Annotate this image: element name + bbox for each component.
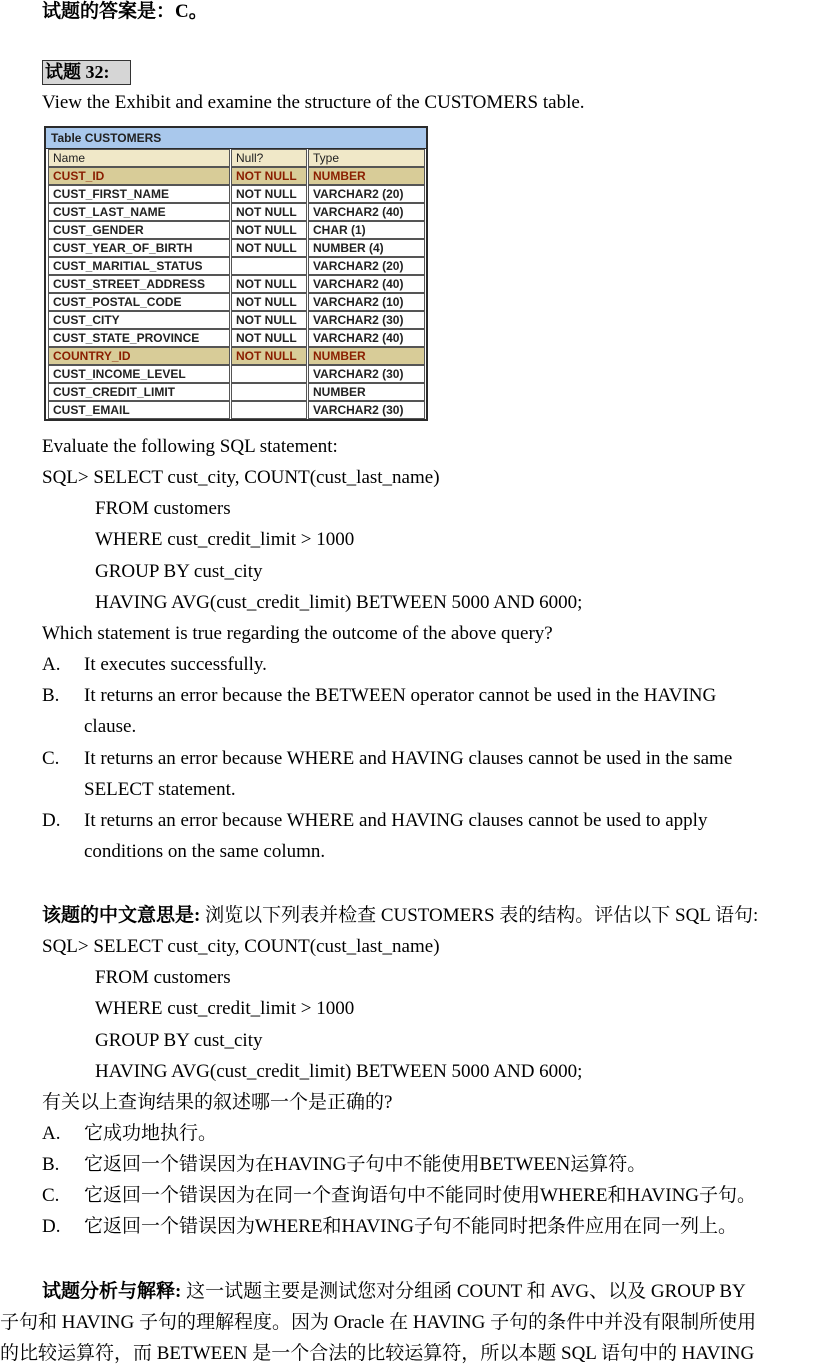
cn-sql-line-2: FROM customers bbox=[95, 967, 231, 988]
null-constraint-cell: NOT NULL bbox=[231, 239, 307, 257]
null-constraint-cell: NOT NULL bbox=[231, 311, 307, 329]
analysis-text-1: 这一试题主要是测试您对分组函 COUNT 和 AVG、以及 GROUP BY bbox=[181, 1281, 746, 1302]
exhibit-row bbox=[46, 401, 426, 419]
exhibit-row bbox=[46, 275, 426, 293]
data-type-cell: NUMBER bbox=[308, 167, 425, 185]
null-constraint-cell bbox=[231, 401, 307, 419]
header-type: Type bbox=[308, 149, 425, 167]
data-type-cell: VARCHAR2 (10) bbox=[308, 293, 425, 311]
option-d-letter: D. bbox=[42, 810, 61, 831]
data-type-cell: VARCHAR2 (30) bbox=[308, 401, 425, 419]
cn-option-d-text: 它返回一个错误因为WHERE和HAVING子句不能同时把条件应用在同一列上。 bbox=[84, 1216, 738, 1237]
exhibit-table bbox=[44, 126, 428, 421]
exhibit-row bbox=[46, 329, 426, 347]
null-constraint-cell: NOT NULL bbox=[231, 221, 307, 239]
null-constraint-cell bbox=[231, 383, 307, 401]
exhibit-row bbox=[46, 293, 426, 311]
null-constraint-cell bbox=[231, 365, 307, 383]
exhibit-row bbox=[46, 257, 426, 275]
null-constraint-cell: NOT NULL bbox=[231, 275, 307, 293]
column-name-cell: CUST_GENDER bbox=[48, 221, 230, 239]
evaluate-text: Evaluate the following SQL statement: bbox=[42, 436, 338, 457]
exhibit-row bbox=[46, 185, 426, 203]
option-c-text-2: SELECT statement. bbox=[84, 779, 236, 800]
option-a-letter: A. bbox=[42, 654, 61, 675]
cn-option-c-text: 它返回一个错误因为在同一个查询语句中不能同时使用WHERE和HAVING子句。 bbox=[84, 1185, 757, 1206]
column-name-cell: CUST_STREET_ADDRESS bbox=[48, 275, 230, 293]
sql-line-1: SQL> SELECT cust_city, COUNT(cust_last_name) bbox=[42, 467, 440, 488]
null-constraint-cell: NOT NULL bbox=[231, 293, 307, 311]
chinese-meaning-label: 该题的中文意思是: bbox=[42, 905, 201, 926]
exhibit-body bbox=[46, 167, 426, 419]
cn-option-a-text: 它成功地执行。 bbox=[84, 1123, 218, 1144]
data-type-cell: NUMBER bbox=[308, 347, 425, 365]
column-name-cell: CUST_MARITIAL_STATUS bbox=[48, 257, 230, 275]
option-c-text-1: It returns an error because WHERE and HAVING clauses cannot be used in the same bbox=[84, 748, 733, 769]
column-name-cell: CUST_YEAR_OF_BIRTH bbox=[48, 239, 230, 257]
option-d-text-2: conditions on the same column. bbox=[84, 841, 326, 862]
data-type-cell: NUMBER (4) bbox=[308, 239, 425, 257]
sql-line-4: GROUP BY cust_city bbox=[95, 561, 263, 582]
column-name-cell: CUST_CREDIT_LIMIT bbox=[48, 383, 230, 401]
data-type-cell: NUMBER bbox=[308, 383, 425, 401]
cn-option-b-letter: B. bbox=[42, 1154, 60, 1175]
cn-sql-line-3: WHERE cust_credit_limit > 1000 bbox=[95, 998, 355, 1019]
null-constraint-cell: NOT NULL bbox=[231, 329, 307, 347]
chinese-meaning-text: 浏览以下列表并检查 CUSTOMERS 表的结构。评估以下 SQL 语句: bbox=[200, 905, 759, 926]
data-type-cell: VARCHAR2 (20) bbox=[308, 185, 425, 203]
question-label: 试题 32: bbox=[42, 60, 131, 85]
column-name-cell: CUST_FIRST_NAME bbox=[48, 185, 230, 203]
header-name: Name bbox=[48, 149, 230, 167]
data-type-cell: VARCHAR2 (30) bbox=[308, 365, 425, 383]
column-name-cell: CUST_LAST_NAME bbox=[48, 203, 230, 221]
column-name-cell: COUNTRY_ID bbox=[48, 347, 230, 365]
option-d-text-1: It returns an error because WHERE and HAVING clauses cannot be used to apply bbox=[84, 810, 708, 831]
data-type-cell: VARCHAR2 (40) bbox=[308, 329, 425, 347]
column-name-cell: CUST_POSTAL_CODE bbox=[48, 293, 230, 311]
sql-line-2: FROM customers bbox=[95, 498, 231, 519]
cn-option-b-text: 它返回一个错误因为在HAVING子句中不能使用BETWEEN运算符。 bbox=[84, 1154, 647, 1175]
exhibit-row bbox=[46, 383, 426, 401]
exhibit-row bbox=[46, 167, 426, 185]
header-null: Null? bbox=[231, 149, 307, 167]
sql-line-3: WHERE cust_credit_limit > 1000 bbox=[95, 529, 355, 550]
cn-option-c-letter: C. bbox=[42, 1185, 60, 1206]
exhibit-row bbox=[46, 365, 426, 383]
option-b-text-2: clause. bbox=[84, 716, 137, 737]
question-text: Which statement is true regarding the outcome of the above query? bbox=[42, 623, 553, 644]
null-constraint-cell: NOT NULL bbox=[231, 185, 307, 203]
exhibit-row bbox=[46, 311, 426, 329]
option-c-letter: C. bbox=[42, 748, 60, 769]
analysis-line-3: 的比较运算符，而 BETWEEN 是一个合法的比较运算符，所以本题 SQL 语句中的 HAVING bbox=[0, 1343, 755, 1364]
column-name-cell: CUST_EMAIL bbox=[48, 401, 230, 419]
option-a-text: It executes successfully. bbox=[84, 654, 267, 675]
analysis-line-2: 子句和 HAVING 子句的理解程度。因为 Oracle 在 HAVING 子句的条件中并没有限制所使用 bbox=[0, 1312, 757, 1333]
column-name-cell: CUST_INCOME_LEVEL bbox=[48, 365, 230, 383]
cn-option-d-letter: D. bbox=[42, 1216, 61, 1237]
previous-answer: 试题的答案是：C。 bbox=[42, 1, 208, 22]
cn-option-a-letter: A. bbox=[42, 1123, 61, 1144]
exhibit-row bbox=[46, 221, 426, 239]
exhibit-header-row bbox=[46, 149, 426, 167]
sql-line-5: HAVING AVG(cust_credit_limit) BETWEEN 5000 AND 6000; bbox=[95, 592, 583, 613]
data-type-cell: CHAR (1) bbox=[308, 221, 425, 239]
data-type-cell: VARCHAR2 (40) bbox=[308, 203, 425, 221]
data-type-cell: VARCHAR2 (40) bbox=[308, 275, 425, 293]
cn-sql-line-1: SQL> SELECT cust_city, COUNT(cust_last_name) bbox=[42, 936, 440, 957]
null-constraint-cell: NOT NULL bbox=[231, 347, 307, 365]
exhibit-row bbox=[46, 203, 426, 221]
intro-text: View the Exhibit and examine the structure of the CUSTOMERS table. bbox=[42, 92, 585, 113]
exhibit-title: Table CUSTOMERS bbox=[46, 128, 426, 149]
column-name-cell: CUST_CITY bbox=[48, 311, 230, 329]
chinese-meaning bbox=[42, 904, 758, 928]
analysis-line-1 bbox=[42, 1280, 746, 1304]
cn-sql-line-4: GROUP BY cust_city bbox=[95, 1030, 263, 1051]
analysis-label: 试题分析与解释: bbox=[42, 1281, 182, 1302]
exhibit-row bbox=[46, 347, 426, 365]
null-constraint-cell: NOT NULL bbox=[231, 203, 307, 221]
cn-question-text: 有关以上查询结果的叙述哪一个是正确的? bbox=[42, 1092, 393, 1113]
data-type-cell: VARCHAR2 (20) bbox=[308, 257, 425, 275]
exhibit-row bbox=[46, 239, 426, 257]
data-type-cell: VARCHAR2 (30) bbox=[308, 311, 425, 329]
column-name-cell: CUST_STATE_PROVINCE bbox=[48, 329, 230, 347]
null-constraint-cell: NOT NULL bbox=[231, 167, 307, 185]
null-constraint-cell bbox=[231, 257, 307, 275]
option-b-letter: B. bbox=[42, 685, 60, 706]
option-b-text-1: It returns an error because the BETWEEN operator cannot be used in the HAVING bbox=[84, 685, 717, 706]
cn-sql-line-5: HAVING AVG(cust_credit_limit) BETWEEN 5000 AND 6000; bbox=[95, 1061, 583, 1082]
column-name-cell: CUST_ID bbox=[48, 167, 230, 185]
